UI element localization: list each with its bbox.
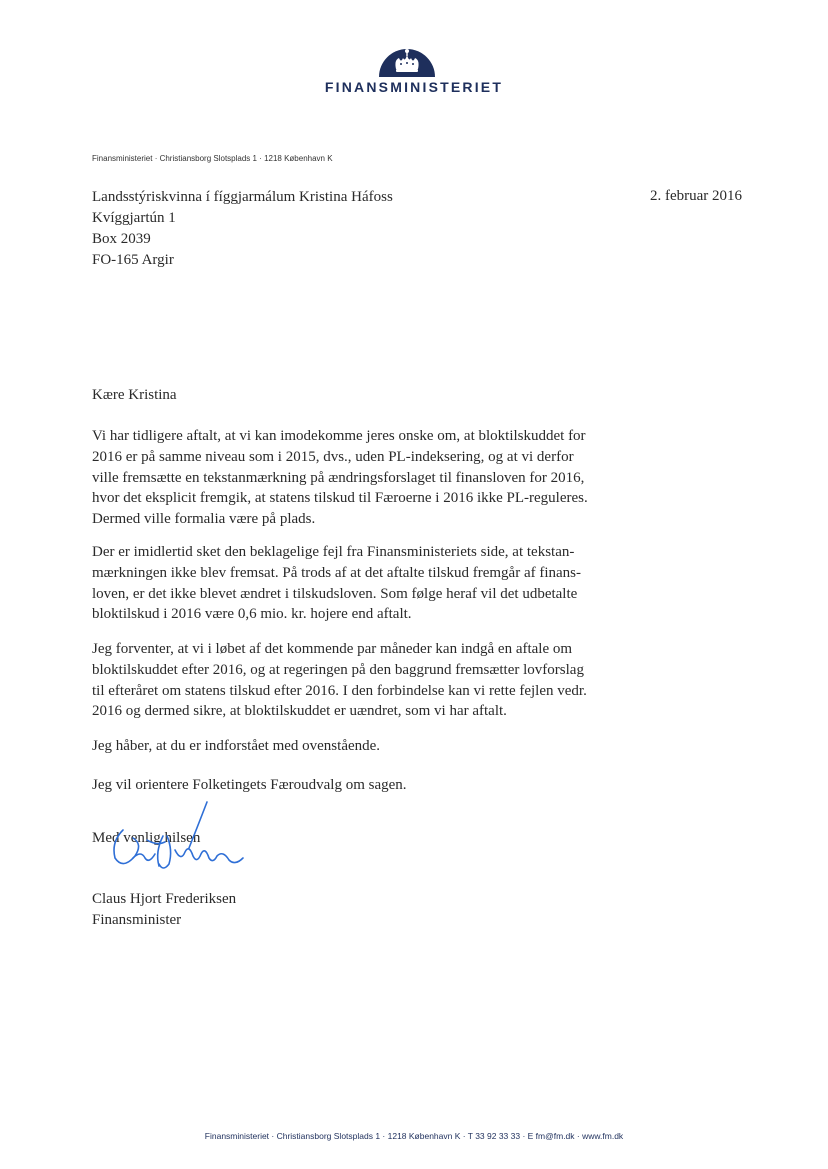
body-line: ville fremsætte en tekstanmærkning på ændringsforslaget til finansloven for 2016, <box>92 469 585 486</box>
body-paragraph-1 <box>92 426 652 530</box>
recipient-box: Box 2039 <box>92 231 151 247</box>
signer-title: Finansminister <box>92 912 182 928</box>
crown-logo-icon <box>377 43 437 77</box>
body-line: Jeg forventer, at vi i løbet af det kommende par måneder kan indgå en aftale om <box>92 641 573 657</box>
recipient-street: Kvíggjartún 1 <box>92 210 176 226</box>
body-paragraph-2 <box>92 542 652 625</box>
body-paragraph-5 <box>92 775 652 796</box>
letter-date: 2. februar 2016 <box>650 188 743 204</box>
handwritten-signature-icon <box>85 800 260 880</box>
recipient-name: Landsstýriskvinna í fíggjarmálum Kristina Háfoss <box>92 189 393 205</box>
body-line: Jeg vil orientere Folketingets Færoudvalg om sagen. <box>92 777 407 793</box>
body-line: hvor det eksplicit fremgik, at statens tilskud til Færoerne i 2016 ikke PL-reguleres. <box>92 490 588 507</box>
salutation: Kære Kristina <box>92 387 177 403</box>
body-line: mærkningen ikke blev fremsat. På trods af at det aftalte tilskud fremgår af finans- <box>92 564 582 581</box>
body-paragraph-4 <box>92 736 652 757</box>
footer-contact-line: Finansministeriet · Christiansborg Slotsplads 1 · 1218 København K · T 33 92 33 33 · E fm@fm.dk · www.fm.dk <box>204 1131 624 1141</box>
body-paragraph-3 <box>92 639 652 722</box>
body-line: bloktilskuddet efter 2016, og at regeringen på den baggrund fremsætter lovforslag <box>92 661 584 678</box>
body-line: Der er imidlertid sket den beklagelige fejl fra Finansministeriets side, at tekstan- <box>92 544 575 560</box>
body-line: Jeg håber, at du er indforstået med ovenstående. <box>92 738 381 754</box>
body-line: 2016 er på samme niveau som i 2015, dvs., uden PL-indeksering, og at vi derfor <box>92 448 574 465</box>
body-line: Dermed ville formalia være på plads. <box>92 511 316 528</box>
body-line: til efteråret om statens tilskud efter 2016. I den forbindelse kan vi rette fejlen vedr. <box>92 682 587 699</box>
body-line: Vi har tidligere aftalt, at vi kan imodekomme jeres onske om, at bloktilskuddet for <box>92 428 586 444</box>
body-line: 2016 og dermed sikre, at bloktilskuddet er uændret, som vi har aftalt. <box>92 703 507 720</box>
signer-name: Claus Hjort Frederiksen <box>92 891 237 907</box>
sender-address-line: Finansministeriet · Christiansborg Slotsplads 1 · 1218 København K <box>92 154 333 163</box>
logo-wordmark: FINANSMINISTERIET <box>324 79 504 95</box>
body-line: loven, er det ikke blevet ændret i tilskudsloven. Som følge heraf vil det udbetalte <box>92 585 578 602</box>
recipient-city: FO-165 Argir <box>92 252 174 268</box>
closing-phrase: Med venlig hilsen <box>92 830 201 846</box>
body-line: bloktilskud i 2016 være 0,6 mio. kr. hojere end aftalt. <box>92 606 412 623</box>
